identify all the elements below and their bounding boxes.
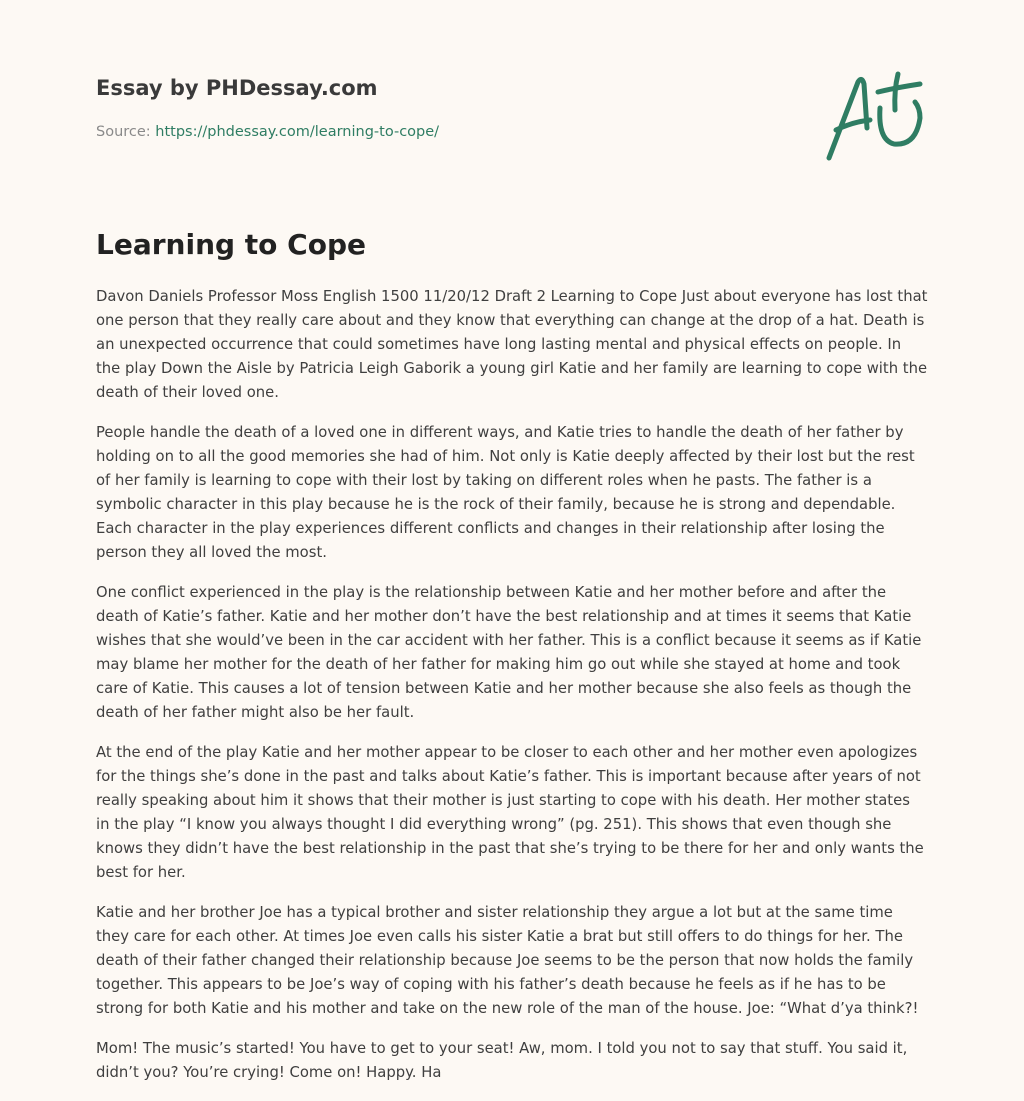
source-label: Source:	[96, 124, 151, 140]
essay-paragraph: Katie and her brother Joe has a typical brother and sister relationship they argue a lot but at the same time they care for each other. At times Joe even calls his sister Katie a brat but still offers to do things for her. The death of their father changed their relationship because Joe seems to be the person that now holds the family together. This appears to be Joe’s way of coping with his father’s death because he feels as if he has to be strong for both Katie and his mother and take on the new role of the man of the house. Joe: “What d’ya think?!	[96, 904, 919, 1017]
source-link[interactable]: https://phdessay.com/learning-to-cope/	[155, 124, 440, 140]
essay-body	[96, 285, 928, 1101]
a-plus-logo-icon	[820, 68, 930, 164]
essay-paragraph: One conflict experienced in the play is the relationship between Katie and her mother before and after the death of Katie’s father. Katie and her mother don’t have the best relationship and at times it seems that Katie wishes that she would’ve been in the car accident with her father. This is a conflict because it seems as if Katie may blame her mother for the death of her father for making him go out while she stayed at home and took care of Katie. This causes a lot of tension between Katie and her mother because she also feels as though the death of her father might also be her fault.	[96, 584, 922, 721]
essay-paragraph: Mom! The music’s started! You have to get to your seat! Aw, mom. I told you not to say that stuff. You said it, didn’t you? You’re crying! Come on! Happy. Ha	[96, 1040, 908, 1081]
essay-paragraph: At the end of the play Katie and her mother appear to be closer to each other and her mother even apologizes for the things she’s done in the past and talks about Katie’s father. This is important because after years of not really speaking about him it shows that their mother is just starting to cope with his death. Her mother states in the play “I know you always thought I did everything wrong” (pg. 251). This shows that even though she knows they didn’t have the best relationship in the past that she’s trying to be there for her and only wants the best for her.	[96, 744, 924, 881]
essay-paragraph: People handle the death of a loved one in different ways, and Katie tries to handle the death of her father by holding on to all the good memories she had of him. Not only is Katie deeply affected by their lost but the rest of her family is learning to cope with their lost by taking on different roles when he pasts. The father is a symbolic character in this play because he is the rock of their family, because he is strong and dependable. Each character in the play experiences different conflicts and changes in their relationship after losing the person they all loved the most.	[96, 424, 915, 561]
site-title: Essay by PHDessay.com	[96, 76, 378, 100]
essay-paragraph: Davon Daniels Professor Moss English 1500 11/20/12 Draft 2 Learning to Cope Just about everyone has lost that one person that they really care about and they know that everything can change at the drop of a hat. Death is an unexpected occurrence that could sometimes have long lasting mental and physical effects on people. In the play Down the Aisle by Patricia Leigh Gaborik a young girl Katie and her family are learning to cope with the death of their loved one.	[96, 288, 928, 401]
source-line	[96, 124, 439, 140]
essay-title: Learning to Cope	[96, 228, 366, 261]
